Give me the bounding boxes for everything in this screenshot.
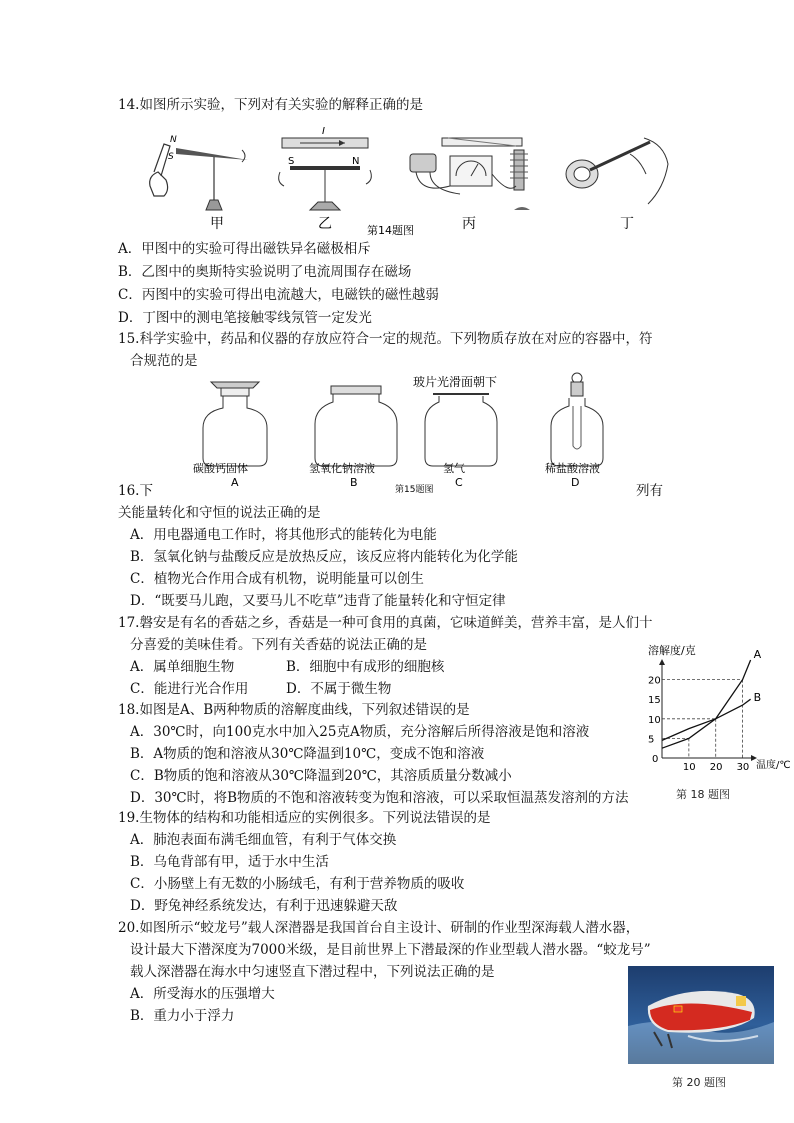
q14-option-a: A．甲图中的实验可得出磁铁异名磁极相斥 (118, 241, 371, 257)
bottle-c-letter: C (455, 476, 463, 489)
bottle-c-name: 氢气 (443, 462, 465, 475)
q14-option-b: B．乙图中的奥斯特实验说明了电流周围存在磁场 (118, 264, 412, 280)
q16-option-b: B．氢氧化钠与盐酸反应是放热反应，该反应将内能转化为化学能 (130, 549, 518, 565)
figure-yi (279, 126, 372, 210)
chart-series-B (662, 699, 751, 740)
q16-stem-start: 16.下 (118, 483, 153, 499)
current-i: I (322, 126, 325, 137)
q15-figure (185, 372, 635, 494)
q15-stem-line2: 合规范的是 (130, 353, 198, 369)
figure-jia (150, 135, 248, 210)
needle-s: S (288, 156, 295, 167)
q17-option-c: C．能进行光合作用 (130, 681, 249, 697)
chart-series-label-B: B (753, 691, 762, 705)
label-jia: 甲 (210, 216, 224, 232)
solubility-chart (636, 640, 794, 770)
q20-option-b: B．重力小于浮力 (130, 1008, 235, 1024)
chart-x-tick-10: 10 (682, 762, 696, 770)
bottle-d (551, 373, 603, 466)
q19-option-b: B．乌龟背部有甲，适于水中生活 (130, 854, 329, 870)
chart-series-label-A: A (753, 648, 762, 661)
label-yi: 乙 (318, 216, 332, 232)
q19-option-c: C．小肠壁上有无数的小肠绒毛，有利于营养物质的吸收 (130, 876, 465, 892)
label-bing: 丙 (462, 216, 476, 232)
magnet-s: S (168, 152, 174, 162)
chart-x-tick-30: 30 (736, 762, 750, 770)
q16-stem-end: 列有 (636, 483, 663, 499)
q14-figure (130, 124, 690, 236)
q17-option-a: A．属单细胞生物 (130, 659, 235, 675)
figure-bing (410, 138, 530, 210)
q17-option-d: D．不属于微生物 (286, 681, 392, 697)
bottle-d-name: 稀盐酸溶液 (545, 462, 600, 475)
chart-ylabel: 溶解度/克 (648, 644, 696, 657)
jiaolong-photo (628, 966, 774, 1064)
bottle-a-letter: A (231, 476, 239, 489)
q16-option-d: D．“既要马儿跑，又要马儿不吃草”违背了能量转化和守恒定律 (130, 593, 506, 609)
q16-stem-line2: 关能量转化和守恒的说法正确的是 (118, 505, 321, 521)
bottle-d-letter: D (571, 476, 580, 489)
chart-origin-label: 0 (652, 754, 659, 765)
fig15-caption: 第15题图 (395, 485, 434, 494)
fig20-caption: 第 20 题图 (672, 1076, 726, 1089)
q14-option-c: C．丙图中的实验可得出电流越大，电磁铁的磁性越弱 (118, 287, 439, 303)
q18-option-a: A．30℃时，向100克水中加入25克A物质，充分溶解后所得溶液是饱和溶液 (130, 724, 590, 740)
q15-note: 玻片光滑面朝下 (413, 375, 498, 389)
q16-option-c: C．植物光合作用合成有机物，说明能量可以创生 (130, 571, 424, 587)
needle-n: N (352, 156, 360, 167)
bottle-b-name: 氢氧化钠溶液 (309, 462, 375, 475)
q15-stem-line1: 15.科学实验中，药品和仪器的存放应符合一定的规范。下列物质存放在对应的容器中，符 (118, 331, 653, 347)
bottle-a-name: 碳酸钙固体 (193, 462, 248, 475)
label-ding: 丁 (620, 216, 634, 232)
q18-option-c: C．B物质的饱和溶液从30℃降温到20℃，其溶质质量分数减小 (130, 768, 512, 784)
bottle-a (203, 382, 267, 466)
bottle-b (315, 386, 397, 466)
q18-option-d: D．30℃时，将B物质的不饱和溶液转变为饱和溶液，可以采取恒温蒸发溶剂的方法 (130, 790, 629, 806)
chart-xlabel: 温度/℃ (756, 760, 791, 770)
q19-option-d: D．野兔神经系统发达，有利于迅速躲避天敌 (130, 898, 398, 914)
q20-option-a: A．所受海水的压强增大 (130, 986, 275, 1002)
q20-stem-line2: 设计最大下潜深度为7000米级，是目前世界上下潜最深的作业型载人潜水器。“蛟龙号” (130, 942, 651, 958)
q19-stem: 19.生物体的结构和功能相适应的实例很多。下列说法错误的是 (118, 810, 491, 826)
chart-y-tick-15: 15 (648, 695, 661, 707)
q17-stem-line1: 17.磐安是有名的香菇之乡，香菇是一种可食用的真菌，它味道鲜美，营养丰富，是人们十 (118, 615, 653, 631)
q18-stem: 18.如图是A、B两种物质的溶解度曲线，下列叙述错误的是 (118, 702, 470, 718)
q18-option-b: B．A物质的饱和溶液从30℃降温到10℃，变成不饱和溶液 (130, 746, 485, 762)
q17-stem-line2: 分喜爱的美味佳肴。下列有关香菇的说法正确的是 (130, 637, 427, 653)
q14-stem: 14.如图所示实验，下列对有关实验的解释正确的是 (118, 97, 423, 113)
chart-x-tick-20: 20 (709, 762, 723, 770)
q16-option-a: A．用电器通电工作时，将其他形式的能转化为电能 (130, 527, 437, 543)
q20-stem-line3: 载人深潜器在海水中匀速竖直下潜过程中，下列说法正确的是 (130, 964, 495, 980)
bottle-c (425, 394, 497, 466)
fig18-caption: 第 18 题图 (676, 788, 730, 801)
q19-option-a: A．肺泡表面布满毛细血管，有利于气体交换 (130, 832, 397, 848)
magnet-n: N (170, 135, 177, 145)
q20-stem-line1: 20.如图所示“蛟龙号”载人深潜器是我国首台自主设计、研制的作业型深海载人潜水器， (118, 920, 640, 936)
q17-option-b: B．细胞中有成形的细胞核 (286, 659, 445, 675)
chart-y-tick-10: 10 (648, 714, 661, 726)
figure-ding (566, 138, 668, 204)
fig14-caption: 第14题图 (367, 224, 414, 236)
q14-option-d: D．丁图中的测电笔接触零线氖管一定发光 (118, 310, 372, 326)
chart-y-tick-20: 20 (648, 675, 661, 687)
bottle-b-letter: B (350, 476, 358, 489)
chart-y-tick-5: 5 (648, 734, 655, 746)
